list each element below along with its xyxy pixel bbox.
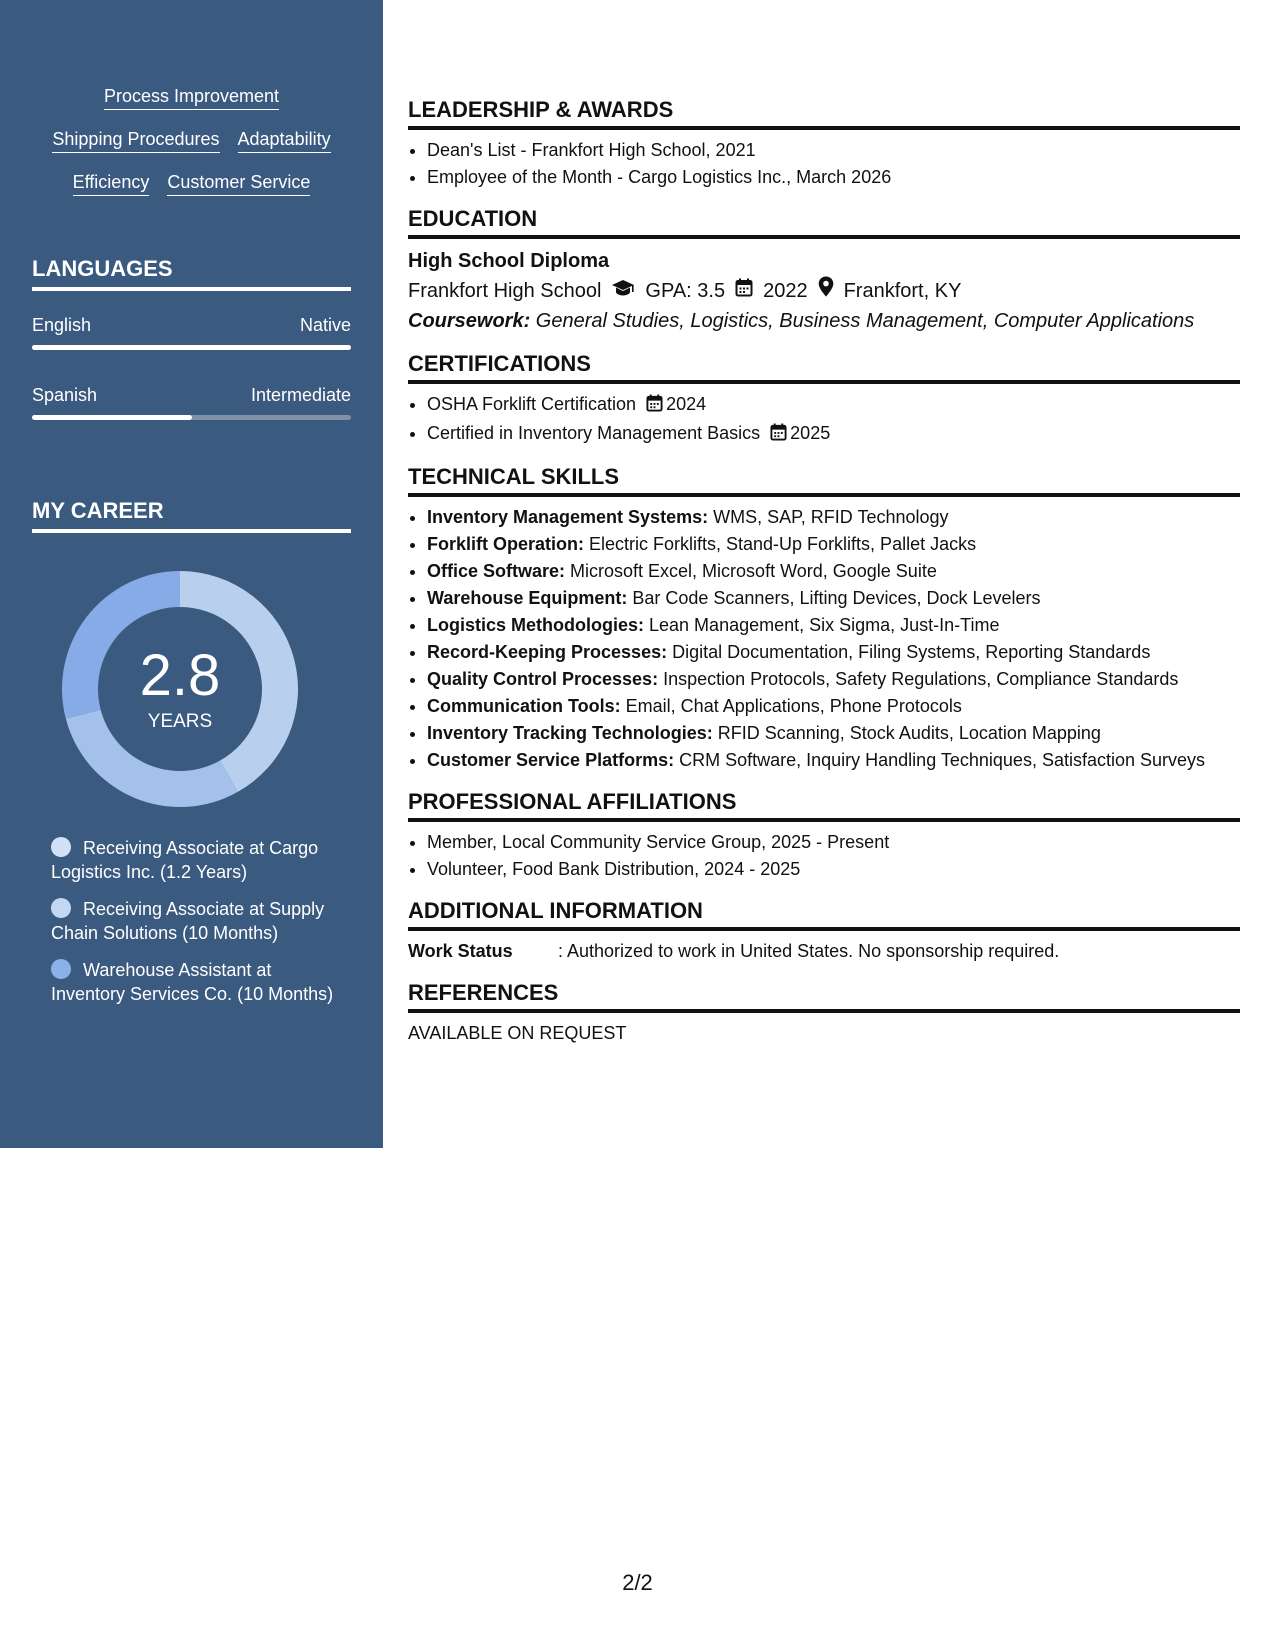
education-location: Frankfort, KY [843, 280, 962, 302]
work-status-value: : Authorized to work in United States. No sponsorship required. [558, 941, 1060, 961]
technical-skills-section [408, 463, 1240, 774]
skill-label: Office Software: [427, 561, 566, 581]
calendar-icon [646, 393, 663, 420]
skill-label: Inventory Tracking Technologies: [427, 723, 713, 743]
skill-label: Warehouse Equipment: [427, 588, 628, 608]
section-heading: PROFESSIONAL AFFILIATIONS [408, 788, 1240, 822]
career-dot-icon [51, 837, 71, 857]
skill-label: Communication Tools: [427, 696, 621, 716]
certification-item [427, 391, 1240, 420]
main-content [408, 96, 1240, 1061]
career-total-unit: YEARS [147, 711, 213, 732]
skill-value: RFID Scanning, Stock Audits, Location Mapping [712, 723, 1101, 743]
skill-item [427, 558, 1240, 585]
education-coursework [408, 306, 1240, 336]
skill-label: Inventory Management Systems: [427, 507, 709, 527]
skill-item [427, 531, 1240, 558]
list-item: • Member, Local Community Service Group, 2025 - Present [427, 829, 1240, 856]
language-level: Native [299, 315, 351, 335]
section-heading: REFERENCES [408, 979, 1240, 1013]
section-heading: ADDITIONAL INFORMATION [408, 897, 1240, 931]
skill-tag: Customer Service [167, 170, 310, 196]
certification-year: 2025 [790, 423, 831, 443]
education-school: Frankfort High School [408, 280, 602, 302]
skill-label: Customer Service Platforms: [427, 750, 675, 770]
references-text: AVAILABLE ON REQUEST [408, 1023, 627, 1043]
skill-value: WMS, SAP, RFID Technology [708, 507, 949, 527]
additional-info-section [408, 897, 1240, 965]
education-gpa: GPA: 3.5 [645, 280, 726, 302]
skill-item [427, 612, 1240, 639]
skill-tag: Adaptability [238, 127, 331, 153]
references-section [408, 979, 1240, 1047]
skill-value: Digital Documentation, Filing Systems, Reporting Standards [667, 642, 1151, 662]
skill-label: Record-Keeping Processes: [427, 642, 668, 662]
certification-item [427, 420, 1240, 449]
skill-value: CRM Software, Inquiry Handling Techniques, Satisfaction Surveys [674, 750, 1206, 770]
skill-item [427, 639, 1240, 666]
skill-label: Logistics Methodologies: [427, 615, 645, 635]
work-status-row [408, 938, 1240, 965]
language-name: English [32, 315, 92, 335]
graduation-cap-icon [611, 276, 635, 306]
section-heading: CERTIFICATIONS [408, 350, 1240, 384]
language-level: Intermediate [250, 385, 351, 405]
career-heading: MY CAREER [32, 497, 351, 533]
language-bar-fill [32, 415, 192, 420]
language-spanish [32, 383, 351, 420]
language-english [32, 313, 351, 350]
section-heading: LEADERSHIP & AWARDS [408, 96, 1240, 130]
skill-tag: Process Improvement [104, 84, 279, 110]
career-total-value: 2.8 [139, 643, 221, 708]
sidebar [0, 0, 383, 1148]
career-item-text: Warehouse Assistant at Inventory Services Co. (10 Months) [51, 960, 334, 1004]
calendar-icon [770, 422, 787, 449]
skill-value: Inspection Protocols, Safety Regulations, Compliance Standards [658, 669, 1179, 689]
coursework-label: Coursework: [408, 310, 531, 332]
page-number: 2/2 [622, 1570, 653, 1595]
skill-value: Bar Code Scanners, Lifting Devices, Dock Levelers [627, 588, 1041, 608]
skill-value: Lean Management, Six Sigma, Just-In-Time [644, 615, 1000, 635]
skill-row [0, 170, 383, 196]
career-dot-icon [51, 898, 71, 918]
language-bar [32, 345, 351, 350]
affiliations-section [408, 788, 1240, 883]
skill-row [0, 84, 383, 110]
languages-heading: LANGUAGES [32, 255, 351, 291]
career-item [51, 958, 341, 1006]
skill-item [427, 504, 1240, 531]
language-bar-fill [32, 345, 351, 350]
education-section [408, 205, 1240, 336]
skill-item [427, 666, 1240, 693]
career-item [51, 897, 341, 945]
section-heading: EDUCATION [408, 205, 1240, 239]
work-status-label: Work Status [408, 941, 513, 961]
education-year: 2022 [763, 280, 808, 302]
skill-item [427, 720, 1240, 747]
certification-name: OSHA Forklift Certification [427, 394, 637, 414]
section-heading: TECHNICAL SKILLS [408, 463, 1240, 497]
career-list [51, 836, 341, 1019]
coursework-value: General Studies, Logistics, Business Management, Computer Applications [530, 310, 1195, 332]
skill-label: Quality Control Processes: [427, 669, 659, 689]
skill-row [0, 127, 383, 153]
location-pin-icon [818, 276, 834, 306]
list-item: • Volunteer, Food Bank Distribution, 2024 - 2025 [427, 856, 1240, 883]
skill-value: Microsoft Excel, Microsoft Word, Google Suite [565, 561, 937, 581]
calendar-icon [735, 276, 753, 306]
certifications-section [408, 350, 1240, 449]
career-dot-icon [51, 959, 71, 979]
certification-name: Certified in Inventory Management Basics [427, 423, 761, 443]
skill-label: Forklift Operation: [427, 534, 584, 554]
language-name: Spanish [32, 385, 98, 405]
skills-tags [0, 84, 383, 213]
skill-item [427, 585, 1240, 612]
education-details [408, 276, 1240, 306]
skill-value: Electric Forklifts, Stand-Up Forklifts, Pallet Jacks [584, 534, 977, 554]
career-item-text: Receiving Associate at Supply Chain Solutions (10 Months) [51, 899, 325, 943]
career-donut-chart [60, 569, 300, 809]
education-degree: High School Diploma [408, 250, 610, 272]
skill-value: Email, Chat Applications, Phone Protocols [620, 696, 962, 716]
certification-year: 2024 [666, 394, 707, 414]
skill-tag: Shipping Procedures [52, 127, 219, 153]
skill-tag: Efficiency [73, 170, 150, 196]
skill-item [427, 747, 1240, 774]
career-item [51, 836, 341, 884]
list-item: • Employee of the Month - Cargo Logistics Inc., March 2026 [427, 164, 1240, 191]
list-item: • Dean's List - Frankfort High School, 2021 [427, 137, 1240, 164]
leadership-section [408, 96, 1240, 191]
language-bar [32, 415, 351, 420]
donut-center [60, 569, 300, 809]
skill-item [427, 693, 1240, 720]
career-item-text: Receiving Associate at Cargo Logistics Inc. (1.2 Years) [51, 838, 319, 882]
